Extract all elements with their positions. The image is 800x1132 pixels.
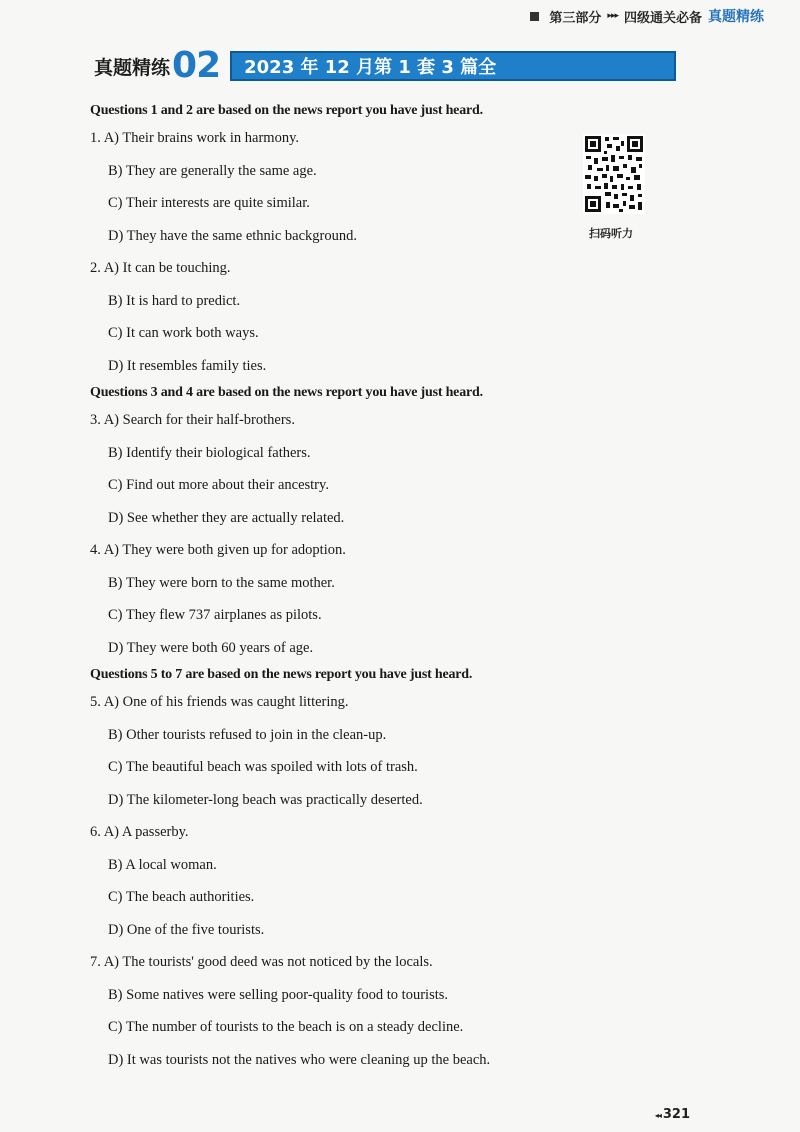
page-number-text: 321 [662,1107,690,1122]
option-a [90,122,590,155]
question-group [90,664,590,1076]
option-d: D) They were both 60 years of age. [108,639,314,656]
question-number: 3. [90,412,101,428]
option-a [90,946,590,979]
group-heading: Questions 1 and 2 are based on the news report you have just heard. [90,103,483,118]
option-text: A) Their brains work in harmony. [103,130,300,146]
question-item [90,252,590,382]
option-b: B) It is hard to predict. [108,292,241,309]
running-header [530,6,764,26]
option-c: C) They flew 737 airplanes as pilots. [108,607,322,623]
question-number: 1. [90,130,101,146]
option-text: A) It can be touching. [103,260,231,276]
page-arrows-icon: ◂◂ [654,1111,661,1120]
option-text: A) Search for their half-brothers. [103,412,295,428]
option-text: A) One of his friends was caught littering. [103,694,349,710]
option-d: D) They have the same ethnic background. [108,227,357,244]
option-b: B) They were born to the same mother. [108,574,335,591]
header-arrows-icon: ▸▸▸ [607,11,618,21]
question-number: 5. [90,694,101,710]
question-number: 4. [90,542,101,558]
option-text: A) The tourists' good deed was not noticed by the locals. [103,954,433,970]
option-a [90,534,590,567]
option-d: D) It resembles family ties. [108,357,267,374]
question-number: 6. [90,824,101,840]
group-heading: Questions 3 and 4 are based on the news report you have just heard. [90,385,483,400]
question-group [90,100,590,382]
section-label: 真题精练 [94,56,171,79]
option-c: C) Their interests are quite similar. [108,195,310,211]
section-header [94,45,676,86]
option-c: C) Find out more about their ancestry. [108,477,329,493]
option-a [90,252,590,285]
question-item [90,404,590,534]
question-item [90,946,590,1076]
question-group [90,382,590,664]
header-square-icon [530,12,539,21]
option-a [90,404,590,437]
option-b: B) Some natives were selling poor-quality food to tourists. [108,986,449,1003]
group-heading: Questions 5 to 7 are based on the news report you have just heard. [90,667,473,682]
option-c: C) The number of tourists to the beach is on a steady decline. [108,1019,464,1035]
qr-label: 扫码听力 [589,227,633,240]
question-number: 7. [90,954,101,970]
option-d: D) One of the five tourists. [108,921,265,938]
questions-content [90,100,590,1076]
option-d: D) It was tourists not the natives who were cleaning up the beach. [108,1051,491,1068]
option-b: B) They are generally the same age. [108,162,317,179]
question-item [90,816,590,946]
option-a [90,816,590,849]
option-b: B) A local woman. [108,856,217,873]
option-c: C) It can work both ways. [108,325,259,341]
section-number: 02 [172,45,221,86]
option-text: A) They were both given up for adoption. [103,542,346,558]
question-number: 2. [90,260,101,276]
option-d: D) See whether they are actually related. [108,509,345,526]
section-title: 2023 年 12 月第 1 套 3 篇全 [244,57,497,78]
option-c: C) The beach authorities. [108,889,255,905]
question-item [90,122,590,252]
qr-block [582,134,646,241]
option-d: D) The kilometer-long beach was practically deserted. [108,791,423,808]
question-item [90,534,590,664]
question-item [90,686,590,816]
header-subtitle: 四级通关必备 [623,10,702,26]
page-number [655,1107,690,1122]
header-emphasis: 真题精练 [708,9,764,25]
option-a [90,686,590,719]
option-b: B) Other tourists refused to join in the clean-up. [108,726,387,743]
header-part: 第三部分 [549,10,602,26]
qr-code-icon[interactable] [583,134,645,214]
section-title-bar [230,51,676,81]
option-c: C) The beautiful beach was spoiled with lots of trash. [108,759,418,775]
option-b: B) Identify their biological fathers. [108,444,311,461]
option-text: A) A passerby. [103,824,189,840]
